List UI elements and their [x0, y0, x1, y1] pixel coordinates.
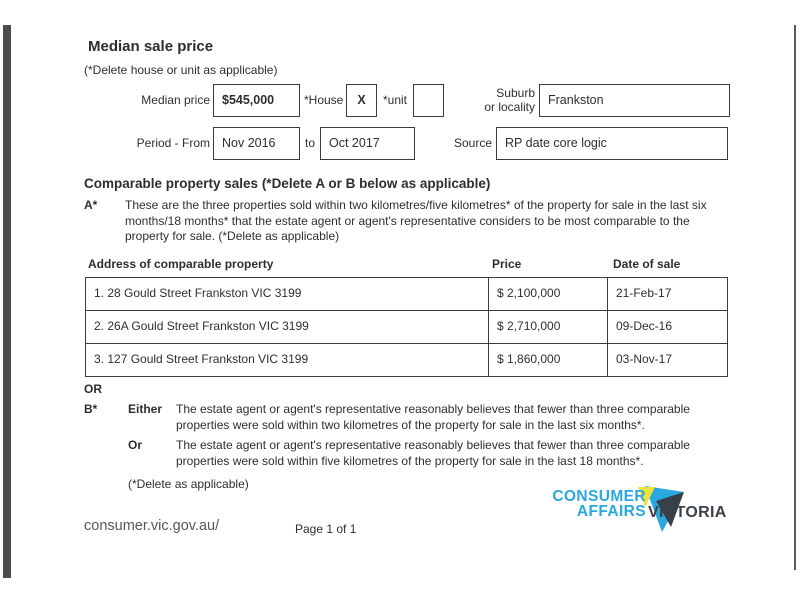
cell-date: 03-Nov-17: [616, 352, 673, 366]
either-label: Either: [128, 402, 163, 416]
delete-as-applicable-note: (*Delete as applicable): [128, 477, 249, 491]
logo-text-affairs: AFFAIRS: [576, 503, 646, 520]
cell-price: $ 2,710,000: [489, 311, 608, 343]
cell-price: $ 2,100,000: [489, 278, 608, 310]
suburb-label: [455, 86, 535, 114]
source-label: Source: [453, 136, 492, 150]
either-text: The estate agent or agent's representative reasonably believes that fewer than three comparable properties were sold within two kilometres of the property for sale in the last six months*.: [176, 402, 690, 432]
delete-house-unit-note: (*Delete house or unit as applicable): [84, 63, 278, 77]
logo-text-victoria: VICTORIA: [648, 504, 727, 521]
comparable-sales-heading: Comparable property sales (*Delete A or B below as applicable): [84, 176, 491, 191]
clause-a-label: A*: [84, 198, 98, 212]
table-row: [86, 344, 727, 376]
table-row: [86, 278, 727, 311]
cell-address: 1. 28 Gould Street Frankston VIC 3199: [86, 278, 489, 310]
clause-a: [84, 198, 732, 245]
unit-label: *unit: [383, 93, 408, 107]
suburb-label-line1: Suburb: [496, 86, 535, 100]
cell-address: 3. 127 Gould Street Frankston VIC 3199: [86, 344, 489, 376]
page-title: Median sale price: [88, 38, 214, 55]
table-header-price: Price: [492, 257, 522, 271]
clause-b-label: B*: [84, 402, 98, 416]
suburb-field[interactable]: Frankston: [539, 84, 730, 117]
period-to-label: to: [305, 136, 316, 150]
clause-b-either-block: [84, 402, 744, 433]
cell-date: 09-Dec-16: [616, 319, 673, 333]
footer-website-url: consumer.vic.gov.au/: [84, 518, 220, 534]
footer-page-number: Page 1 of 1: [295, 522, 357, 536]
source-field[interactable]: RP date core logic: [496, 127, 728, 160]
logo-text-consumer: CONSUMER: [552, 488, 646, 505]
table-header-address: Address of comparable property: [88, 257, 274, 271]
unit-checkbox-field[interactable]: [413, 84, 444, 117]
median-price-field[interactable]: $545,000: [213, 84, 300, 117]
scan-left-edge-bar: [3, 25, 11, 578]
or-text: The estate agent or agent's representative reasonably believes that fewer than three comparable properties were sold within five kilometres of the property for sale in the last 18 months*.: [176, 438, 690, 468]
house-label: *House: [304, 93, 344, 107]
cell-date: 21-Feb-17: [616, 286, 672, 300]
period-to-field[interactable]: Oct 2017: [320, 127, 415, 160]
clause-b-or-block: [84, 438, 744, 469]
clause-b: [84, 402, 744, 493]
table-row: [86, 311, 727, 344]
or-separator-label: OR: [84, 382, 102, 396]
comparable-sales-table: [85, 277, 728, 377]
period-from-field[interactable]: Nov 2016: [213, 127, 300, 160]
clause-a-text: These are the three properties sold within two kilometres/five kilometres* of the property for sale in the last six months/18 months* that the estate agent or agent's representative considers to be most comparable to the property for sale. (*Delete as applicable): [125, 198, 707, 243]
house-checkbox-field[interactable]: X: [346, 84, 377, 117]
scan-right-edge-line: [794, 25, 796, 570]
suburb-label-line2: or locality: [484, 100, 535, 114]
cell-price: $ 1,860,000: [489, 344, 608, 376]
cell-address: 2. 26A Gould Street Frankston VIC 3199: [86, 311, 489, 343]
consumer-affairs-victoria-logo: [548, 484, 740, 534]
median-price-label: Median price: [141, 93, 210, 107]
or-connector-label: Or: [128, 438, 143, 452]
period-from-label: Period - From: [136, 136, 210, 150]
table-header-date: Date of sale: [613, 257, 681, 271]
